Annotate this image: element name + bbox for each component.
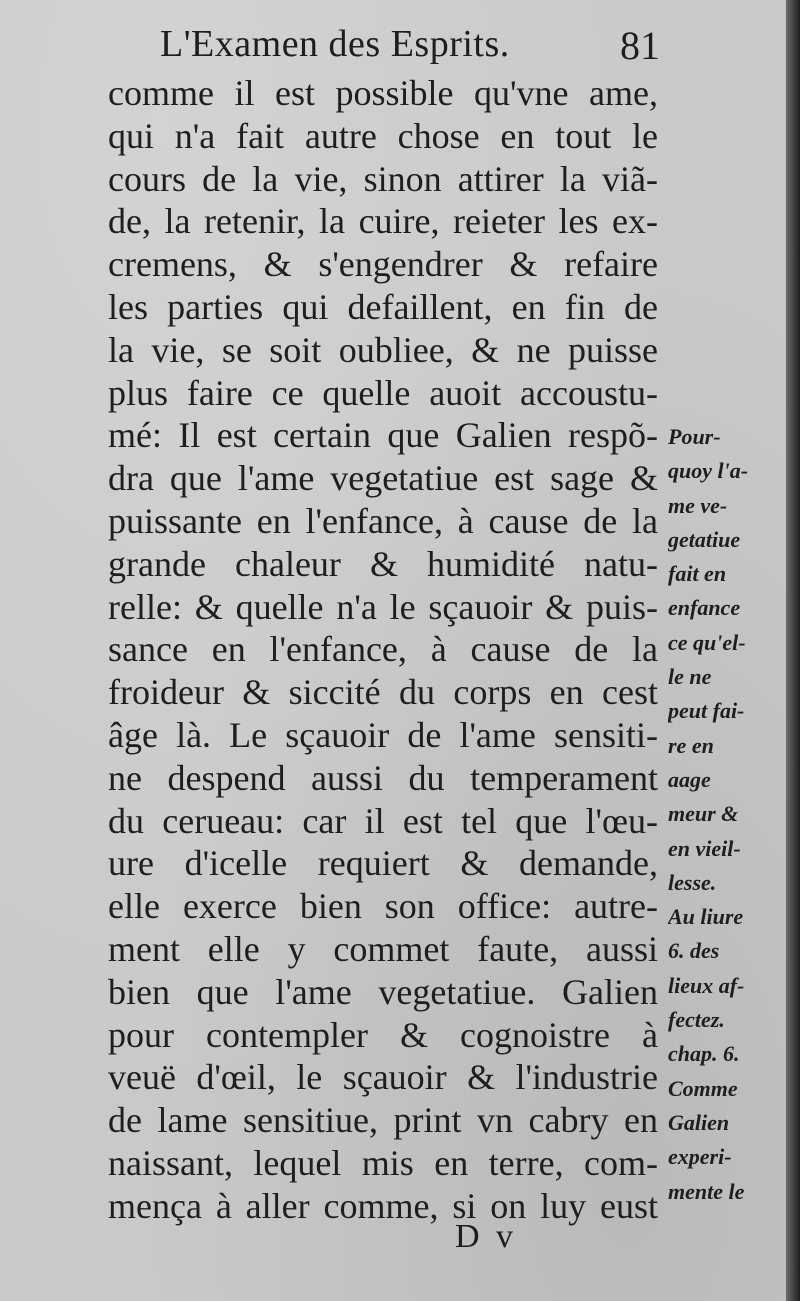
marginal-note-line: fait en xyxy=(668,561,727,587)
text-line: du cerueau: car il est tel que l'œu- xyxy=(108,800,658,841)
marginal-note-line: aage xyxy=(668,766,711,792)
text-line: relle: & quelle n'a le sçauoir & puis- xyxy=(108,586,658,627)
text-line: les parties qui defaillent, en fin de xyxy=(108,286,658,327)
marginal-note-line: 6. des xyxy=(668,938,720,964)
text-line: comme il est possible qu'vne ame, xyxy=(108,73,658,113)
marginal-note-line: le ne xyxy=(668,664,712,690)
text-line: cours de la vie, sinon attirer la viã- xyxy=(108,158,658,199)
marginal-note-line: Au liure xyxy=(668,904,744,930)
page-number: 81 xyxy=(620,23,660,68)
marginal-note-line: me ve- xyxy=(668,492,728,518)
text-line: qui n'a fait autre chose en tout le xyxy=(108,115,658,156)
marginal-note-line: getatiue xyxy=(668,526,741,552)
text-line: froideur & siccité du corps en cest xyxy=(108,672,658,713)
text-line: mença à aller comme, si on luy eust xyxy=(108,1185,658,1226)
marginal-note-line: fectez. xyxy=(668,1007,725,1033)
running-title: L'Examen des Esprits. xyxy=(160,23,510,65)
text-line: la vie, se soit oubliee, & ne puisse xyxy=(108,329,658,370)
marginal-note-line: quoy l'a- xyxy=(668,458,749,484)
text-line: pour contempler & cognoistre à xyxy=(108,1014,658,1055)
main-text-block xyxy=(108,72,658,1228)
marginal-note-line: ce qu'el- xyxy=(668,629,746,655)
marginal-note-line: chap. 6. xyxy=(668,1041,740,1067)
marginal-note-line: Galien xyxy=(668,1109,730,1135)
text-line: plus faire ce quelle auoit accoustu- xyxy=(108,372,658,413)
text-line: de, la retenir, la cuire, reieter les ex- xyxy=(108,201,658,242)
text-line: puissante en l'enfance, à cause de la xyxy=(108,500,658,541)
text-line: mé: Il est certain que Galien respõ- xyxy=(108,415,658,456)
marginal-note-line: meur & xyxy=(668,801,739,827)
text-line: grande chaleur & humidité natu- xyxy=(108,543,658,584)
marginal-note-line: mente le xyxy=(668,1178,745,1204)
text-line: dra que l'ame vegetatiue est sage & xyxy=(108,458,658,499)
text-line: sance en l'enfance, à cause de la xyxy=(108,629,658,670)
text-line: naissant, lequel mis en terre, com- xyxy=(108,1142,658,1183)
text-line: elle exerce bien son office: autre- xyxy=(108,886,658,927)
marginal-note-line: enfance xyxy=(668,595,741,621)
marginal-note-line: Pour- xyxy=(668,424,721,449)
marginal-note-line: re en xyxy=(668,732,714,758)
marginal-note-line: peut fai- xyxy=(668,698,745,724)
text-line: veuë d'œil, le sçauoir & l'industrie xyxy=(108,1057,658,1098)
text-line: ure d'icelle requiert & demande, xyxy=(108,843,658,884)
marginal-note xyxy=(668,420,784,1209)
marginal-note-line: experi- xyxy=(668,1144,732,1170)
marginal-note-line: Comme xyxy=(668,1075,738,1101)
marginal-note-line: lieux af- xyxy=(668,972,745,998)
marginal-note-line: en vieil- xyxy=(668,835,741,861)
text-line: de lame sensitiue, print vn cabry en xyxy=(108,1100,658,1141)
text-line: ment elle y commet faute, aussi xyxy=(108,928,658,969)
text-line: ne despend aussi du temperament xyxy=(108,757,658,798)
signature-mark: D v xyxy=(455,1218,518,1255)
running-head xyxy=(160,22,660,70)
page-edge-shadow xyxy=(786,0,800,1301)
text-line: bien que l'ame vegetatiue. Galien xyxy=(108,971,658,1012)
text-line: âge là. Le sçauoir de l'ame sensiti- xyxy=(108,714,658,755)
marginal-note-line: lesse. xyxy=(668,869,717,895)
text-line: cremens, & s'engendrer & refaire xyxy=(108,244,658,285)
